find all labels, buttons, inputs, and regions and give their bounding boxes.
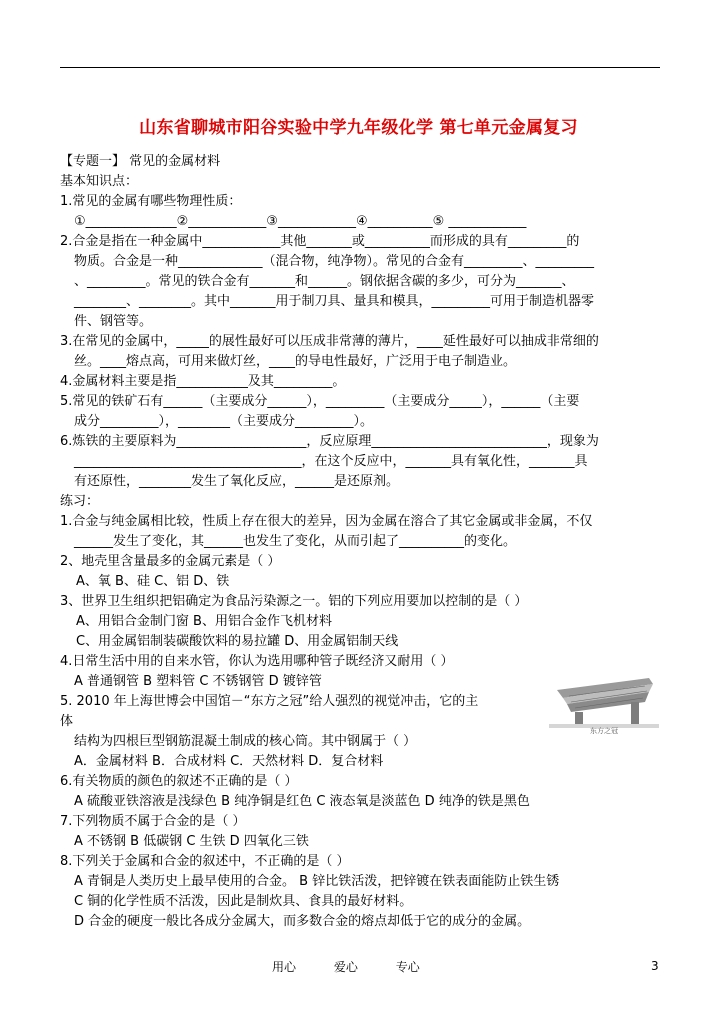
text-line: 成分_________），________（主要成分_________）。 [74,414,374,429]
footer [272,958,454,975]
text-line: C、用金属铝制装碳酸饮料的易拉罐 D、用金属铝制天线 [76,634,399,649]
text-line: 物质。合金是一种_____________（混合物，纯净物）。常见的合金有_________、_________ [74,254,595,269]
text-line: 7.下列物质不属于合金的是（ ） [60,814,246,829]
text-line: A 青铜是人类历史上最早使用的合金。 B 锌比铁活泼，把锌镀在铁表面能防止铁生锈 [74,874,560,889]
text-line: 6.有关物质的颜色的叙述不正确的是（ ） [60,774,298,789]
text-line: A 不锈钢 B 低碳钢 C 生铁 D 四氧化三铁 [74,834,309,849]
text-line: A 普通钢管 B 塑料管 C 不锈钢管 D 镀锌管 [74,674,322,689]
text-line: C 铜的化学性质不活泼，因此是制炊具、食具的最好材料。 [74,894,413,909]
header-rule [60,67,660,68]
text-line: A、氧 B、硅 C、铝 D、铁 [76,574,230,589]
text-line: 5.常见的铁矿石有______（主要成分______），_________（主要成分_____），______（主要 [60,394,580,409]
text-line: 丝。____熔点高，可用来做灯丝，____的导电性最好，广泛用于电子制造业。 [74,354,517,369]
page-number: 3 [651,959,659,973]
text-line: 1.常见的金属有哪些物理性质： [60,194,242,209]
text-line: 5. 2010 年上海世博会中国馆－“东方之冠”给人强烈的视觉冲击，它的主 [60,694,479,709]
text-line: 1.合金与纯金属相比较，性质上存在很大的差异，因为金属在溶合了其它金属或非金属，不仅 [60,514,593,529]
document-body [60,152,660,932]
footer-item: 用心 [272,960,297,974]
text-line: 结构为四根巨型钢筋混凝土制成的核心筒。其中钢属于（ ） [74,734,417,749]
text-line: 3、世界卫生组织把铝确定为食品污染源之一。铝的下列应用要加以控制的是（ ） [60,594,528,609]
text-line: 4.日常生活中用的自来水管，你认为选用哪种管子既经济又耐用（ ） [60,654,454,669]
text-line: 4.金属材料主要是指___________及其_________。 [60,374,346,389]
figure-caption: 东方之冠 [590,727,618,735]
text-line: 体 [60,714,74,729]
text-line: 2、地壳里含量最多的金属元素是（ ） [60,554,281,569]
text-line: ________、________。其中_______用于制刀具、量具和模具，_________可用于制造机器零 [74,294,595,309]
text-line: 【专题一】 常见的金属材料 [60,154,221,169]
text-line: 、_________。常见的铁合金有_______和______。钢依据含碳的多少，可分为_______、 [74,274,575,289]
text-line: 8.下列关于金属和合金的叙述中，不正确的是（ ） [60,854,350,869]
text-line: 6.炼铁的主要原料为____________________，反应原理___________________________，现象为 [60,434,599,449]
document-title: 山东省聊城市阳谷实验中学九年级化学 第七单元金属复习 [139,118,578,138]
text-line: 件、钢管等。 [74,314,153,329]
text-line: 2.合金是指在一种金属中____________其他_______或__________而形成的具有_________的 [60,234,580,249]
text-line: 基本知识点： [60,174,139,189]
text-line: 有还原性，________发生了氧化反应，______是还原剂。 [74,474,400,489]
text-line: A、用铝合金制门窗 B、用铝合金作飞机材料 [76,614,332,629]
text-line: D 合金的硬度一般比各成分金属大，而多数合金的熔点却低于它的成分的金属。 [74,914,531,929]
text-line: 3.在常见的金属中，_____的展性最好可以压成非常薄的薄片，____延性最好可以抽成非常细的 [60,334,599,349]
text-line: ___________________________________，在这个反应中，_______具有氧化性，_______具 [74,454,588,469]
text-line: A 硫酸亚铁溶液是浅绿色 B 纯净铜是红色 C 液态氧是淡蓝色 D 纯净的铁是黑色 [74,794,530,809]
text-line: A．金属材料 B．合成材料 C．天然材料 D．复合材料 [74,754,384,769]
text-line: 练习： [60,494,100,509]
text-line: ①______________②____________③____________④__________⑤ ____________ [74,214,527,229]
footer-item: 爱心 [333,960,358,974]
text-line: ______发生了变化，其______也发生了变化，从而引起了__________的变化。 [74,534,517,549]
footer-item: 专心 [395,960,420,974]
